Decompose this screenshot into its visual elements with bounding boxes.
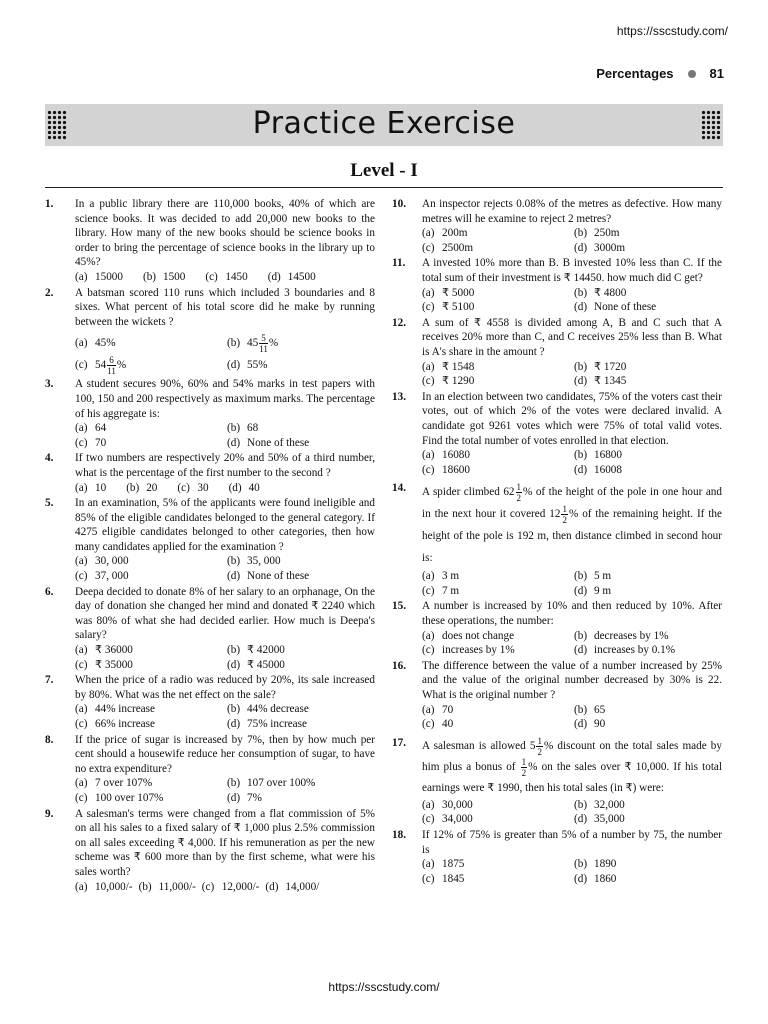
right-column: [392, 197, 722, 887]
question-text: When the price of a radio was reduced by 20%, its sale increased by 80%. What was the net effect on the sale?: [75, 674, 375, 701]
option-b: (b) 35, 000: [227, 555, 281, 568]
page-number: 81: [709, 66, 724, 81]
option-b: (b) 250m: [574, 227, 620, 240]
option-d: (d) 35,000: [574, 813, 625, 826]
question-text: Deepa decided to donate 8% of her salary to an orphanage, On the day of donation she changed her mind and donated ₹ 2240 which was 80% of what she had decided earlier. How much is Deepa's salary?: [75, 585, 375, 642]
option-b: (b) 32,000: [574, 798, 625, 811]
option-c: (c) increases by 1%: [422, 644, 515, 657]
question-text: A student secures 90%, 60% and 54% marks in test papers with 100, 150 and 200 respectively as maximum marks. The percentage of his aggregate is:: [75, 378, 375, 420]
option-b: (b) 45 $\frac{5}{11}$ %: [227, 333, 279, 355]
options: [75, 702, 375, 731]
option-c: (c) 34,000: [422, 813, 473, 826]
option-d: (d) None of these: [227, 436, 310, 449]
section-title: Practice Exercise: [252, 106, 516, 141]
question-text: In an examination, 5% of the applicants were found ineligible and 85% of the eligible candidates belonged to the general category. If 4275 eligible candidates belonged to other categories, then how many candidates applied for the examination ?: [75, 497, 375, 553]
option-c: (c) 66% increase: [75, 718, 155, 730]
options: [75, 421, 375, 450]
level-heading: Level - I: [350, 160, 418, 181]
question-text: In an election between two candidates, 75% of the voters cast their votes, out of which 2% of the votes were declared invalid. A candidate got 9261 votes which were 75% of total valid votes. Find the total number of votes enrolled in that election.: [422, 390, 722, 447]
option-a: (a) 15000: [75, 270, 123, 283]
question-text: An inspector rejects 0.08% of the metres as defective. How many metres will he examine to reject 2 metres?: [422, 198, 722, 225]
option-d: (d) 16008: [574, 463, 622, 476]
question-number: 17.: [392, 736, 406, 749]
option-a: (a) ₹ 5000: [422, 286, 475, 299]
option-a: (a) 64: [75, 422, 107, 435]
options: [422, 360, 722, 389]
option-d: (d) ₹ 1345: [574, 375, 627, 388]
question-3: [45, 377, 375, 450]
options: [75, 643, 375, 672]
divider: [45, 187, 723, 188]
options: [75, 332, 375, 376]
question-text: In a public library there are 110,000 books, 40% of which are science books. It was decided to add 20,000 new books to the library. How many of the new books should be science books in order to bring the percentage of science books in the library up to 45%?: [75, 198, 375, 269]
question-text: If the price of sugar is increased by 7%, then by how much per cent should a housewife reduce her consumption of sugar, to have no extra expenditure?: [75, 733, 375, 775]
question-number: 4.: [45, 452, 54, 465]
question-number: 12.: [392, 316, 406, 329]
question-number: 11.: [392, 257, 406, 270]
options: [75, 880, 375, 895]
option-d: (d) None of these: [227, 570, 310, 583]
option-b: (b) 20: [126, 481, 158, 494]
options: [422, 703, 722, 732]
option-c: (c) 70: [75, 436, 107, 449]
option-b: (b) 5 m: [574, 570, 612, 583]
option-b: (b) 11,000/-: [138, 880, 196, 893]
option-c: (c) 2500m: [422, 241, 474, 254]
options: [75, 776, 375, 805]
question-text: If two numbers are respectively 20% and 50% of a third number, what is the percentage of the first number to the second ?: [75, 452, 375, 479]
option-d: (d) 40: [228, 481, 260, 494]
option-d: (d) 7%: [227, 791, 262, 804]
question-7: [45, 673, 375, 731]
option-b: (b) 107 over 100%: [227, 777, 316, 790]
option-a: (a) 70: [422, 703, 454, 716]
option-a: (a) does not change: [422, 629, 515, 642]
question-number: 14.: [392, 482, 406, 495]
question-text: A salesman's terms were changed from a flat commission of 5% on all his sales to a fixed salary of ₹ 1,000 plus 2.5% commission on all sales exceeding ₹ 4,000. If his remuneration as per the new scheme was ₹ 600 more than by the first scheme, what were his sales worth?: [75, 807, 375, 878]
question-text: A salesman is allowed 5 $\frac{1}{2}$ % discount on the total sales made by him plus a bonus of $\frac{1}{2}$ % on the sales over ₹ 10,000. If his total earnings were ₹ 1990, then his total sales (in ₹) were:: [422, 735, 723, 794]
question-text: A sum of ₹ 4558 is divided among A, B and C such that A receives 20% more than C, and C receives 25% less than B. What is A's share in the amount ?: [422, 316, 722, 358]
option-c: (c) 40: [422, 718, 454, 731]
source-url-top[interactable]: https://sscstudy.com/: [616, 24, 728, 38]
option-b: (b) 44% decrease: [227, 703, 309, 716]
option-a: (a) 10: [75, 481, 107, 494]
question-number: 18.: [392, 829, 406, 841]
option-c: (c) ₹ 5100: [422, 301, 475, 314]
option-d: (d) 1860: [574, 872, 617, 885]
option-a: (a) ₹ 1548: [422, 360, 475, 373]
question-number: 10.: [392, 198, 406, 210]
source-url-bottom[interactable]: https://sscstudy.com/: [328, 980, 440, 994]
option-c: (c) 30: [177, 481, 209, 494]
option-a: (a) 10,000/-: [75, 880, 133, 893]
question-number: 9.: [45, 807, 54, 820]
question-12: [392, 316, 722, 389]
question-17: [392, 736, 722, 827]
option-a: (a) 30,000: [422, 798, 473, 811]
question-text: A invested 10% more than B. B invested 10% less than C. If the total sum of their investment is ₹ 14450. how much did C get?: [422, 257, 722, 284]
options: [422, 857, 722, 886]
options: [75, 554, 375, 583]
question-number: 5.: [45, 497, 54, 510]
options: [422, 629, 722, 658]
question-16: [392, 659, 722, 732]
option-a: (a) 200m: [422, 227, 468, 240]
option-b: (b) ₹ 4800: [574, 286, 627, 299]
question-text: If 12% of 75% is greater than 5% of a number by 75, the number is: [422, 829, 722, 856]
option-b: (b) 1890: [574, 858, 617, 871]
question-2: [45, 286, 375, 377]
question-number: 2.: [45, 286, 54, 299]
options: [422, 569, 722, 598]
option-b: (b) 68: [227, 422, 259, 435]
option-c: (c) 12,000/-: [201, 880, 260, 893]
option-d: (d) 90: [574, 718, 606, 731]
option-d: (d) None of these: [574, 301, 657, 314]
option-c: (c) 1845: [422, 872, 465, 885]
option-d: (d) 14,000/: [265, 880, 320, 893]
option-c: (c) 18600: [422, 463, 470, 476]
option-d: (d) ₹ 45000: [227, 658, 285, 671]
question-4: [45, 451, 375, 495]
question-14: [392, 481, 722, 598]
options: [75, 270, 375, 285]
question-text: A batsman scored 110 runs which included 3 boundaries and 8 sixes. What percent of his total score did he make by running between the wickets ?: [75, 286, 375, 328]
option-b: (b) ₹ 1720: [574, 360, 627, 373]
option-d: (d) 55%: [227, 359, 268, 372]
option-d: (d) increases by 0.1%: [574, 644, 676, 657]
option-d: (d) 75% increase: [227, 718, 307, 730]
dot-pattern-icon: [701, 110, 721, 140]
option-c: (c) 7 m: [422, 584, 460, 597]
chapter-name: Percentages: [596, 66, 674, 81]
options: [422, 448, 722, 477]
question-15: [392, 599, 722, 657]
options: [422, 286, 722, 315]
question-text: A number is increased by 10% and then reduced by 10%. After these operations, the number:: [422, 600, 722, 628]
option-a: (a) 1875: [422, 858, 465, 871]
option-b: (b) 65: [574, 703, 606, 716]
options: [422, 798, 722, 827]
question-13: [392, 390, 722, 478]
question-11: [392, 256, 722, 314]
option-b: (b) ₹ 42000: [227, 644, 285, 657]
option-c: (c) 100 over 107%: [75, 791, 164, 804]
option-c: (c) 54 $\frac{6}{11}$ %: [75, 355, 127, 377]
question-number: 6.: [45, 585, 54, 598]
option-c: (c) 1450: [205, 270, 248, 283]
option-d: (d) 3000m: [574, 241, 626, 254]
question-number: 13.: [392, 390, 406, 403]
question-number: 15.: [392, 600, 406, 613]
option-a: (a) 45%: [75, 337, 116, 350]
left-column: [45, 197, 375, 895]
question-number: 8.: [45, 733, 54, 746]
question-9: [45, 807, 375, 895]
options: [422, 226, 722, 255]
question-number: 7.: [45, 674, 54, 687]
question-number: 1.: [45, 198, 54, 210]
option-a: (a) 44% increase: [75, 703, 155, 716]
option-a: (a) 30, 000: [75, 555, 129, 568]
option-d: (d) 9 m: [574, 584, 612, 597]
running-head: [596, 66, 724, 81]
option-d: (d) 14500: [267, 270, 316, 283]
question-text: The difference between the value of a number increased by 25% and the value of the original number decreased by 30% is 22. What is the original number ?: [422, 659, 722, 702]
question-text: A spider climbed 62 $\frac{1}{2}$ % of the height of the pole in one hour and in the next hour it covered 12 $\frac{1}{2}$ % of the remaining height. If the height of the pole is 192 m, then distance climbed in second hour is:: [422, 482, 722, 565]
question-6: [45, 585, 375, 673]
question-number: 3.: [45, 378, 54, 391]
question-10: [392, 197, 722, 255]
question-1: [45, 197, 375, 285]
option-b: (b) 16800: [574, 449, 622, 462]
question-8: [45, 733, 375, 806]
title-banner: [45, 104, 723, 146]
question-5: [45, 496, 375, 584]
bullet-icon: [688, 70, 696, 78]
option-a: (a) 3 m: [422, 570, 460, 583]
option-a: (a) 16080: [422, 449, 470, 462]
option-c: (c) 37, 000: [75, 570, 129, 583]
options: [75, 481, 375, 496]
option-c: (c) ₹ 35000: [75, 658, 133, 671]
option-a: (a) ₹ 36000: [75, 644, 133, 657]
question-number: 16.: [392, 659, 406, 672]
option-b: (b) decreases by 1%: [574, 629, 669, 642]
option-a: (a) 7 over 107%: [75, 777, 153, 790]
option-c: (c) ₹ 1290: [422, 375, 475, 388]
option-b: (b) 1500: [142, 270, 186, 283]
question-18: [392, 828, 722, 886]
